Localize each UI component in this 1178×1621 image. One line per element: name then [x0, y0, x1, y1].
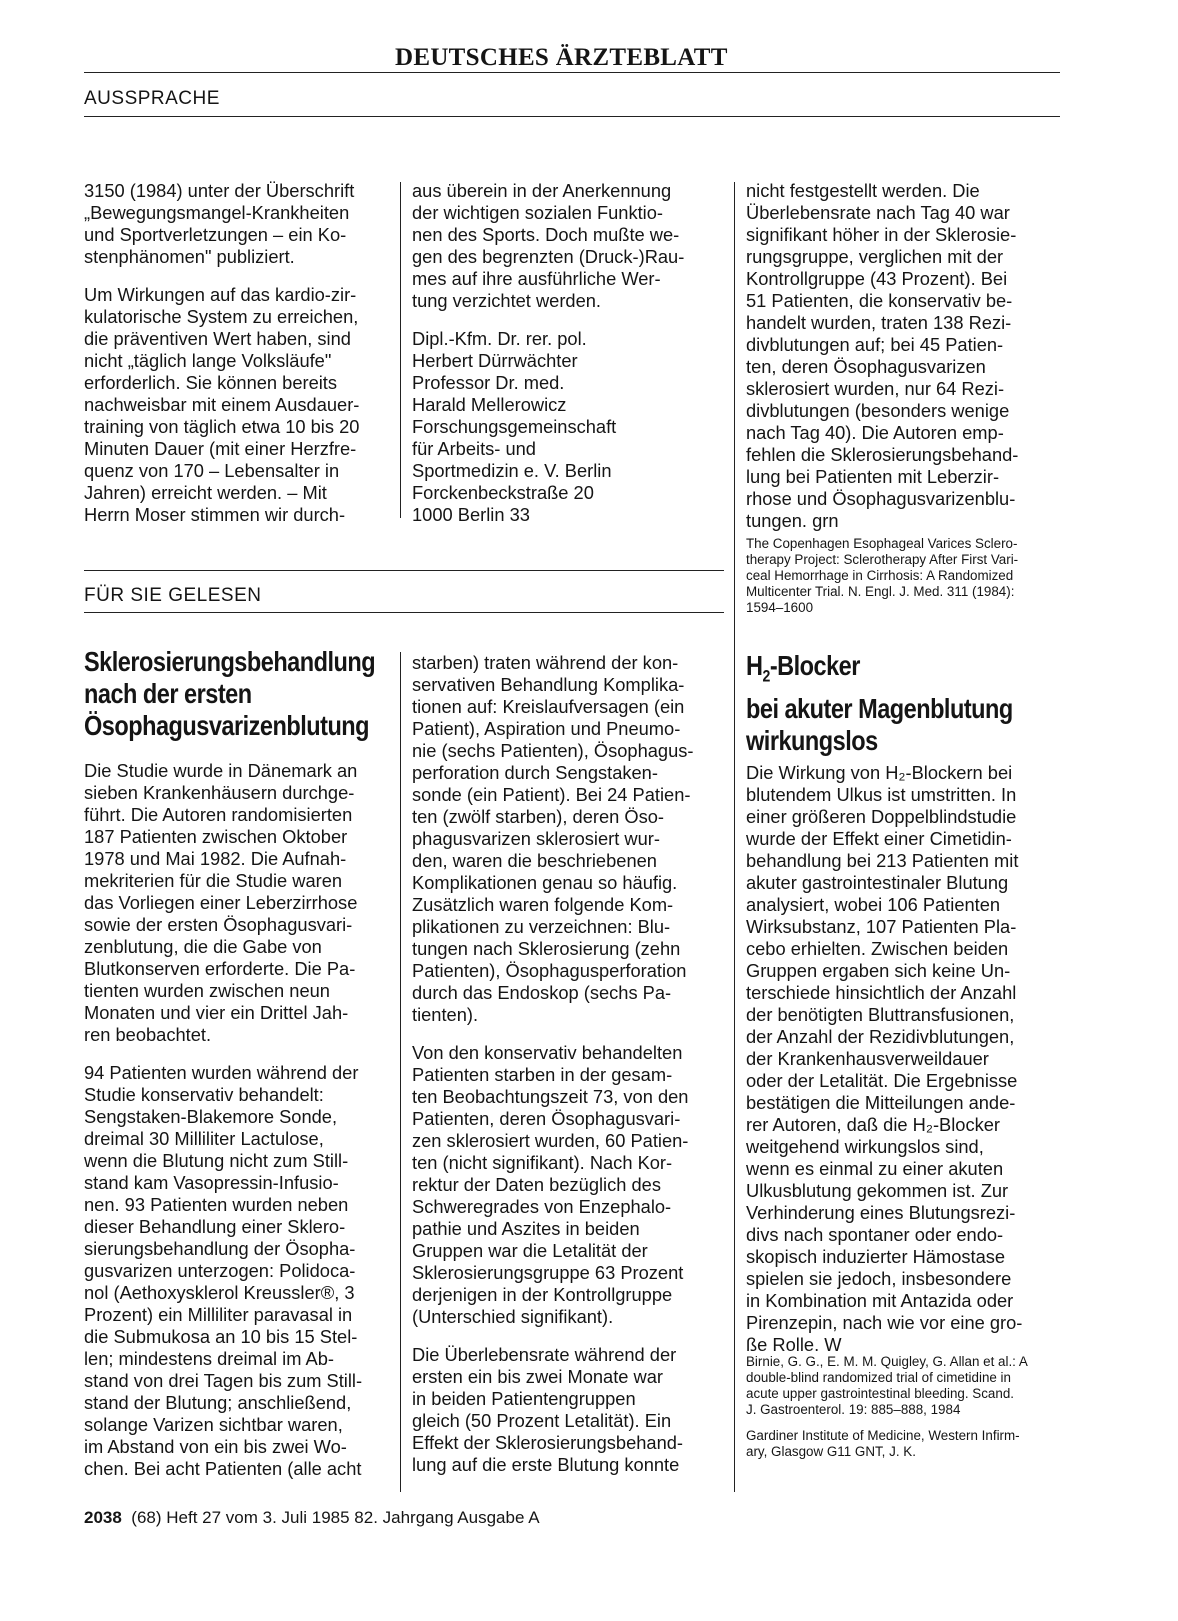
section-label-aussprache: AUSSPRACHE	[84, 88, 220, 109]
reference-address: Gardiner Institute of Medicine, Western Infirm- ary, Glasgow G11 GNT, J. K.	[746, 1428, 1020, 1459]
masthead: DEUTSCHES ÄRZTEBLATT	[395, 44, 728, 71]
headline-h: H	[746, 650, 763, 681]
page-number: 2038	[84, 1508, 122, 1527]
paragraph: Von den konservativ behandelten Patienten starben in der gesam- ten Beobachtungszeit 73, von den Patienten, deren Ösophagusvari- zen sklerosiert wurden, 60 Patien- ten (nicht signifikant). Nach Kor- rektur der Daten bezüglich des Schweregrades von Enzephalo- pathie und Aszites in beiden Gruppen war die Letalität der Sklerosierungsgruppe 63 Prozent derjenigen in der Kontrollgruppe (Unterschied signifikant).	[412, 1042, 689, 1327]
section-label-fuer-sie-gelesen: FÜR SIE GELESEN	[84, 585, 262, 606]
article-headline-sklerosierung: Sklerosierungsbehandlung nach der ersten Ösophagusvarizenblutung	[84, 646, 376, 741]
signature-block: Dipl.-Kfm. Dr. rer. pol. Herbert Dürrwächter Professor Dr. med. Harald Mellerowicz Forschungsgemeinschaft für Arbeits- und Sportmedizin e. V. Berlin Forckenbeckstraße 20 1000 Berlin 33	[412, 328, 617, 525]
article1-column-1	[84, 760, 392, 1496]
headline-rest: -Blocker bei akuter Magenblutung wirkungslos	[746, 650, 1013, 756]
headline-subscript: 2	[762, 666, 770, 686]
section-rule-bottom	[84, 612, 724, 613]
column-divider	[400, 652, 401, 1492]
paragraph: Die Wirkung von H₂-Blockern bei blutendem Ulkus ist umstritten. In einer größeren Doppelblindstudie wurde der Effekt einer Cimetidin- behandlung bei 213 Patienten mit akuter gastrointestinaler Blutung analysiert, wobei 106 Patienten Wirksubstanz, 107 Patienten Pla- cebo erhielten. Zwischen beiden Gruppen ergaben sich keine Un- terschiede hinsichtlich der Anzahl der benötigten Bluttransfusionen, der Anzahl der Rezidivblutungen, der Krankenhausverweildauer oder der Letalität. Die Ergebnisse bestätigen die Mitteilungen ande- rer Autoren, daß die H₂-Blocker weitgehend wirkungslos sind, wenn es einmal zu einer akuten Ulkusblutung gekommen ist. Zur Verhinderung eines Blutungsrezi- divs nach spontaner oder endo- skopisch induzierter Hämostase spielen sie jedoch, insbesondere in Kombination mit Antazida oder Pirenzepin, nach wie vor eine gro- ße Rolle. W	[746, 762, 1023, 1355]
article-headline-h2-blocker	[746, 650, 1013, 757]
issue-info: (68) Heft 27 vom 3. Juli 1985 82. Jahrgang Ausgabe A	[131, 1508, 540, 1527]
article2-column	[746, 762, 1058, 1372]
header-rule-bottom	[84, 116, 1060, 117]
top-column-3	[746, 180, 1058, 548]
paragraph: 3150 (1984) unter der Überschrift „Bewegungsmangel-Krankheiten und Sportverletzungen – ein Ko- stenphänomen" publiziert.	[84, 180, 355, 267]
paragraph: starben) traten während der kon- servativen Behandlung Komplika- tionen auf: Kreislaufversagen (ein Patient), Aspiration und Pneumo- nie (sechs Patienten), Ösophagus- perforation durch Sengstaken- sonde (ein Patient). Bei 24 Patien- ten (zwölf starben), deren Öso- phagusvarizen sklerosiert wur- den, waren die beschriebenen Komplikationen genau so häufig. Zusätzlich waren folgende Kom- plikationen zu verzeichnen: Blu- tungen nach Sklerosierung (zehn Patienten), Ösophagusperforation durch das Endoskop (sechs Pa- tienten).	[412, 652, 694, 1025]
paragraph: aus überein in der Anerkennung der wichtigen sozialen Funktio- nen des Sports. Doch mußte we- gen des begrenzten (Druck-)Rau- mes auf ihre ausführliche Wer- tung verzichtet werden.	[412, 180, 685, 311]
reference-copenhagen	[746, 536, 1062, 626]
paragraph: Um Wirkungen auf das kardio-zir- kulatorische System zu erreichen, die präventiven Wert haben, sind nicht „täglich lange Volksläufe" erforderlich. Sie können bereits nachweisbar mit einem Ausdauer- training von täglich etwa 10 bis 20 Minuten Dauer (mit einer Herzfre- quenz von 170 – Lebensalter in Jahren) erreicht werden. – Mit Herrn Moser stimmen wir durch-	[84, 284, 360, 525]
column-divider	[400, 182, 401, 518]
reference-text: The Copenhagen Esophageal Varices Sclero- therapy Project: Sclerotherapy After First Vari- ceal Hemorrhage in Cirrhosis: A Randomized Multicenter Trial. N. Engl. J. Med. 311 (1984): 1594–1600	[746, 536, 1019, 615]
top-column-2	[412, 180, 724, 542]
top-column-1	[84, 180, 392, 542]
page-footer	[84, 1508, 540, 1528]
paragraph: nicht festgestellt werden. Die Überlebensrate nach Tag 40 war signifikant höher in der Sklerosie- rungsgruppe, verglichen mit der Kontrollgruppe (43 Prozent). Bei 51 Patienten, die konservativ be- handelt wurden, traten 138 Rezi- divblutungen auf; bei 45 Patien- ten, deren Ösophagusvarizen sklerosiert wurden, nur 64 Rezi- divblutungen (besonders wenige nach Tag 40). Die Autoren emp- fehlen die Sklerosierungsbehand- lung bei Patienten mit Leberzir- rhose und Ösophagusvarizenblu- tungen. grn	[746, 180, 1019, 531]
column-divider	[734, 182, 735, 1492]
paragraph: Die Studie wurde in Dänemark an sieben Krankenhäusern durchge- führt. Die Autoren randomisierten 187 Patienten zwischen Oktober 1978 und Mai 1982. Die Aufnah- mekriterien für die Studie waren das Vorliegen einer Leberzirrhose sowie der ersten Ösophagusvari- zenblutung, die die Gabe von Blutkonserven erforderte. Die Pa- tienten wurden zwischen neun Monaten und vier ein Drittel Jah- ren beobachtet.	[84, 760, 358, 1045]
reference-birnie	[746, 1354, 1062, 1470]
header-rule-top	[84, 72, 1060, 73]
paragraph: 94 Patienten wurden während der Studie konservativ behandelt: Sengstaken-Blakemore Sonde, dreimal 30 Milliliter Lactulose, wenn die Blutung nicht zum Still- stand kam Vasopressin-Infusio- nen. 93 Patienten wurden neben dieser Behandlung einer Sklero- sierungsbehandlung der Ösopha- gusvarizen unterzogen: Polidoca- nol (Aethoxysklerol Kreussler®, 3 Prozent) ein Milliliter paravasal in die Submukosa an 10 bis 15 Stel- len; mindestens dreimal im Ab- stand von drei Tagen bis zum Still- stand der Blutung; anschließend, solange Varizen sichtbar waren, im Abstand von ein bis zwei Wo- chen. Bei acht Patienten (alle acht	[84, 1062, 363, 1479]
paragraph: Die Überlebensrate während der ersten ein bis zwei Monate war in beiden Patientengruppen gleich (50 Prozent Letalität). Ein Effekt der Sklerosierungsbehand- lung auf die erste Blutung konnte	[412, 1344, 683, 1475]
reference-text: Birnie, G. G., E. M. M. Quigley, G. Allan et al.: A double-blind randomized trial of cimetidine in acute upper gastrointestinal bleeding. Scand. J. Gastroenterol. 19: 885–888, 1984	[746, 1354, 1028, 1417]
article1-column-2	[412, 652, 724, 1492]
section-rule-top	[84, 570, 724, 571]
